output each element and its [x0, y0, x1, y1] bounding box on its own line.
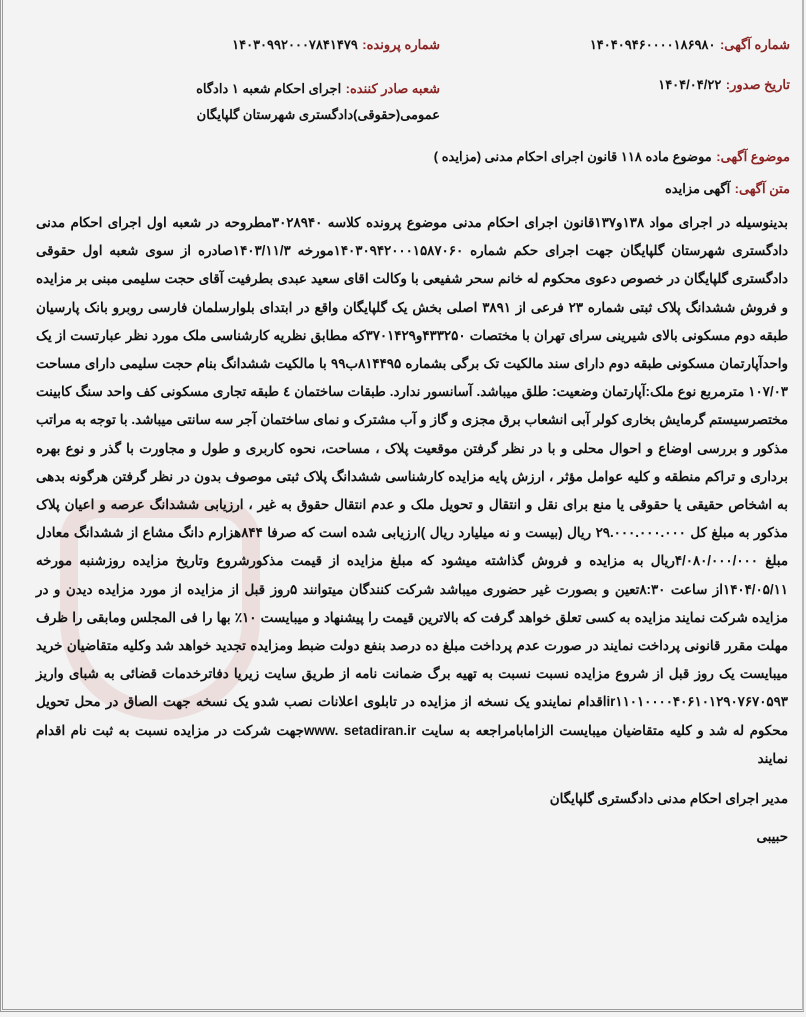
signature-name: حبیبی — [756, 829, 788, 845]
issue-date-label: تاریخ صدور: — [725, 77, 790, 92]
issuing-branch-label: شعبه صادر کننده: — [345, 81, 440, 96]
case-number: ۱۴۰۳۰۹۹۲۰۰۰۷۸۴۱۴۷۹ — [232, 37, 358, 52]
notice-number-label: شماره آگهی: — [719, 37, 790, 52]
subject-label: موضوع آگهی: — [716, 149, 790, 164]
subject-field — [434, 148, 790, 166]
issuing-branch: اجرای احکام شعبه ۱ دادگاه عمومی(حقوقی)دادگستری شهرستان گلپایگان — [196, 81, 440, 122]
notice-number-field — [590, 36, 790, 54]
notice-number: ۱۴۰۴۰۹۴۶۰۰۰۰۱۸۶۹۸۰ — [589, 37, 716, 52]
signature-title: مدیر اجرای احکام مدنی دادگستری گلپایگان — [549, 791, 788, 807]
case-number-field — [232, 36, 440, 54]
text-label: متن آگهی: — [734, 181, 790, 196]
notice-content — [36, 209, 788, 849]
text-title: آگهی مزایده — [664, 181, 731, 196]
case-number-label: شماره پرونده: — [362, 37, 440, 52]
notice-body: بدینوسیله در اجرای مواد ۱۳۸و۱۳۷قانون اجرای احکام مدنی موضوع پرونده کلاسه ۳۰۲۸۹۴۰مطروحه در شعبه اول اجرای احکام مدنی دادگستری شهرستان گلپایگان جهت اجرای حکم شماره ۱۴۰۳۰۹۴۲۰۰۰۱۵۸۷۰۶۰مورخه ۱۴۰۳/۱۱/۳صادره از سوی شعبه اول حقوقی دادگستری گلپایگان در خصوص دعوی محکوم له خانم سحر شفیعی با وکالت اقای سعید عبدی بطرفیت آقای حجت سلیمی مبنی بر مزایده و فروش ششدانگ پلاک ثبتی شماره ۲۳ فرعی از ۳۸۹۱ اصلی بخش یک گلپایگان واقع در ابتدای بلوارسلمان فارسی روبرو بانک پارسیان طبقه دوم مسکونی بالای شیرینی سرای تهران با مختصات ۴۳۳۲۵۰و۳۷۰۱۴۲۹که مطابق نظریه کارشناسی ملک مورد نظر عبارتست از یک واحدآپارتمان مسکونی طبقه دوم دارای سند مالکیت تک برگی بشماره ۸۱۴۴۹۵ب۹۹ با مالکیت ششدانگ بنام حجت سلیمی دارای مساحت ۱۰۷/۰۳ مترمربع نوع ملک:آپارتمان وضعیت: طلق میباشد. آسانسور ندارد. طبقات ساختمان ٤ طبقه تجاری مسکونی کف واحد سنگ کابینت مختصرسیستم گرمایش بخاری کولر آبی انشعاب برق مجزی و گاز و آب مشترک و نمای ساختمان آجر سه سانتی میباشد. با توجه به مراتب مذکور و بررسی اوضاع و احوال محلی و با در نظر گرفتن موقعیت پلاک ، مساحت، نحوه کاربری و طول و مجاورت با گذر و نوع بهره برداری و تراکم منطقه و کلیه عوامل مؤثر ، ارزش پایه مزایده کارشناسی ششدانگ پلاک ثبتی موصوف بدون در نظر گرفتن هرگونه بدهی به اشخاص حقیقی یا حقوقی یا منع برای نقل و انتقال و تحویل ملک و عدم انتقال حقوق به غیر ، ارزیابی ششدانگ عرصه و اعیان پلاک مذکور به مبلغ کل ۲۹.۰۰۰.۰۰۰.۰۰۰ ریال (بیست و نه میلیارد ریال )ارزیابی شده است که صرفا ۸۴۴هزارم دانگ مشاع از ششدانگ معادل مبلغ ۴/۰۸۰/۰۰۰/۰۰۰ریال به مزایده و فروش گذاشته میشود که مبلغ مزایده از قیمت مذکورشروع وتاریخ مزایده روزشنبه مورخه ۱۴۰۴/۰۵/۱۱از ساعت ۸:۳۰تعین و بصورت غیر حضوری میباشد شرکت کنندگان میتوانند ۵روز قبل از مزایده از مورد مزایده دیدن و در مزایده شرکت نمایند مزایده به کسی تعلق خواهد گرفت که بالاترین قیمت را پیشنهاد و میبایست ۱۰٪ بها را فی المجلس ومابقی را ظرف مهلت مقرر قانونی پرداخت نمایند در صورت عدم پرداخت مبلغ ده درصد بنفع دولت ضبط ومزایده تجدید خواهد شد وکلیه متقاضیان خرید میبایست یک روز قبل از شروع مزایده نسبت نسبت به تهیه برگ ضمانت نامه از طریق سایت زیریا دفاترخدمات قضائی به شبای واریز ir۱۱۰۱۰۰۰۰۴۰۶۱۰۱۲۹۰۷۶۷۰۵۹۳اقدام نمایندو یک نسخه از مزایده در تابلوی اعلانات نصب شدو یک نسخه جهت الصاق در محل تحویل محکوم له شد و کلیه متقاضیان میبایست الزامابامراجعه به سایت www. setadiran.irجهت شرکت در مزایده نسبت به ثبت نام اقدام نمایند — [36, 215, 789, 766]
issue-date: ۱۴۰۴/۰۴/۲۲ — [658, 77, 722, 92]
subject: موضوع ماده ۱۱۸ قانون اجرای احکام مدنی (مزایده ) — [433, 149, 712, 164]
issue-date-field — [658, 76, 790, 94]
issuing-branch-field — [70, 76, 440, 128]
text-title-field — [665, 180, 790, 198]
